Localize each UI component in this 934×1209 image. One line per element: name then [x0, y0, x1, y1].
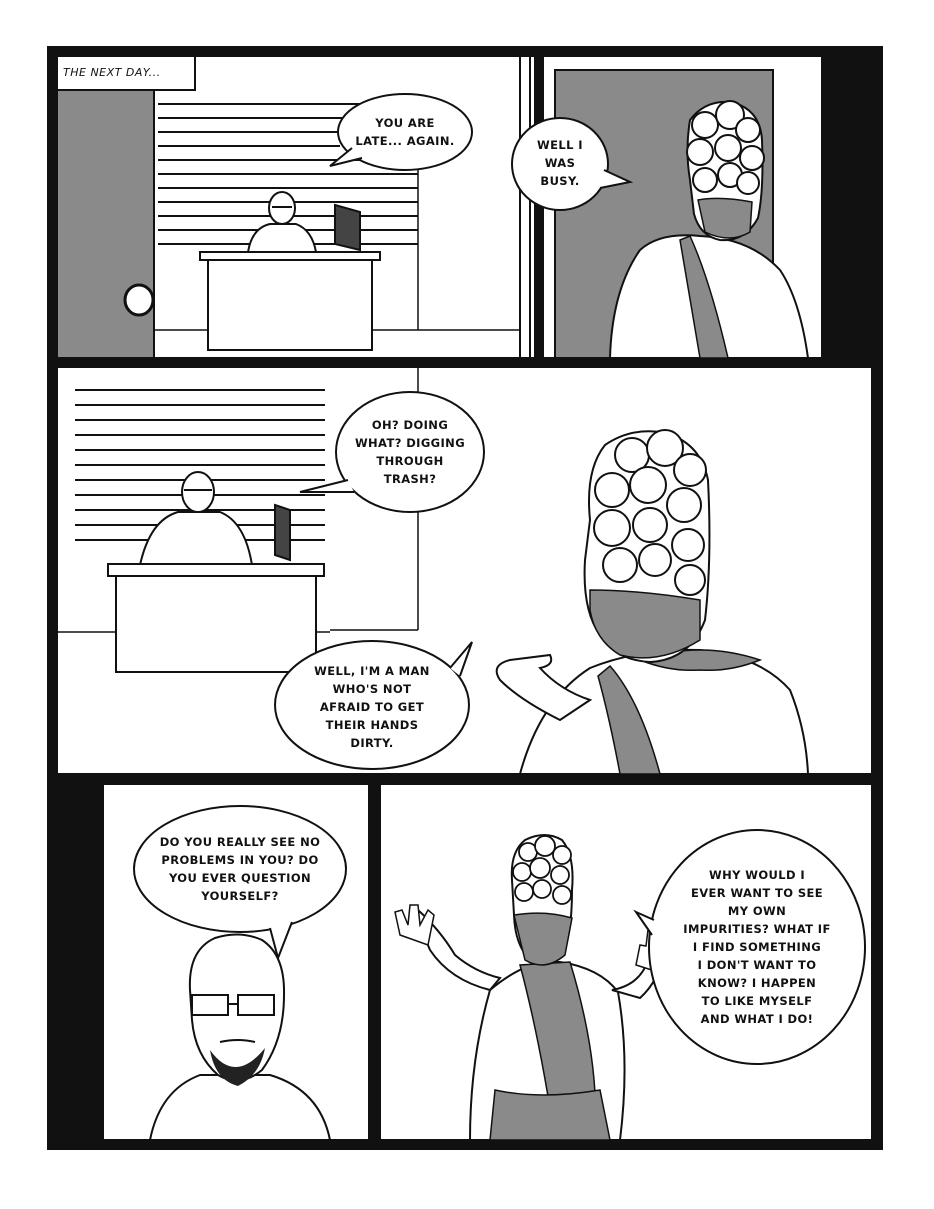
speech-balloon-see-no-problems: DO YOU REALLY SEE NO PROBLEMS IN YOU? DO YOU EVER QUESTION YOURSELF? [159, 835, 321, 903]
speech-balloon-why-would-i: WHY WOULD I EVER WANT TO SEE MY OWN IMPURITIES? WHAT IF I FIND SOMETHING I DON'T WANT TO KNOW? I HAPPEN TO LIKE MYSELF AND WHAT I DO! [683, 868, 831, 1026]
panel-1-office-doorway [57, 56, 535, 358]
speech-balloon-you-are-late: YOU ARE LATE... AGAIN. [355, 116, 455, 148]
speech-balloon-well-i-was-busy: WELL I WAS BUSY. [537, 138, 583, 188]
speech-balloon-hands-dirty: WELL, I'M A MAN WHO'S NOT AFRAID TO GET THEIR HANDS DIRTY. [314, 664, 430, 750]
caption-the-next-day: THE NEXT DAY... [63, 66, 161, 79]
panel-2-corn-hero-enters [543, 56, 822, 358]
speech-balloon-doing-what: OH? DOING WHAT? DIGGING THROUGH TRASH? [354, 418, 466, 486]
